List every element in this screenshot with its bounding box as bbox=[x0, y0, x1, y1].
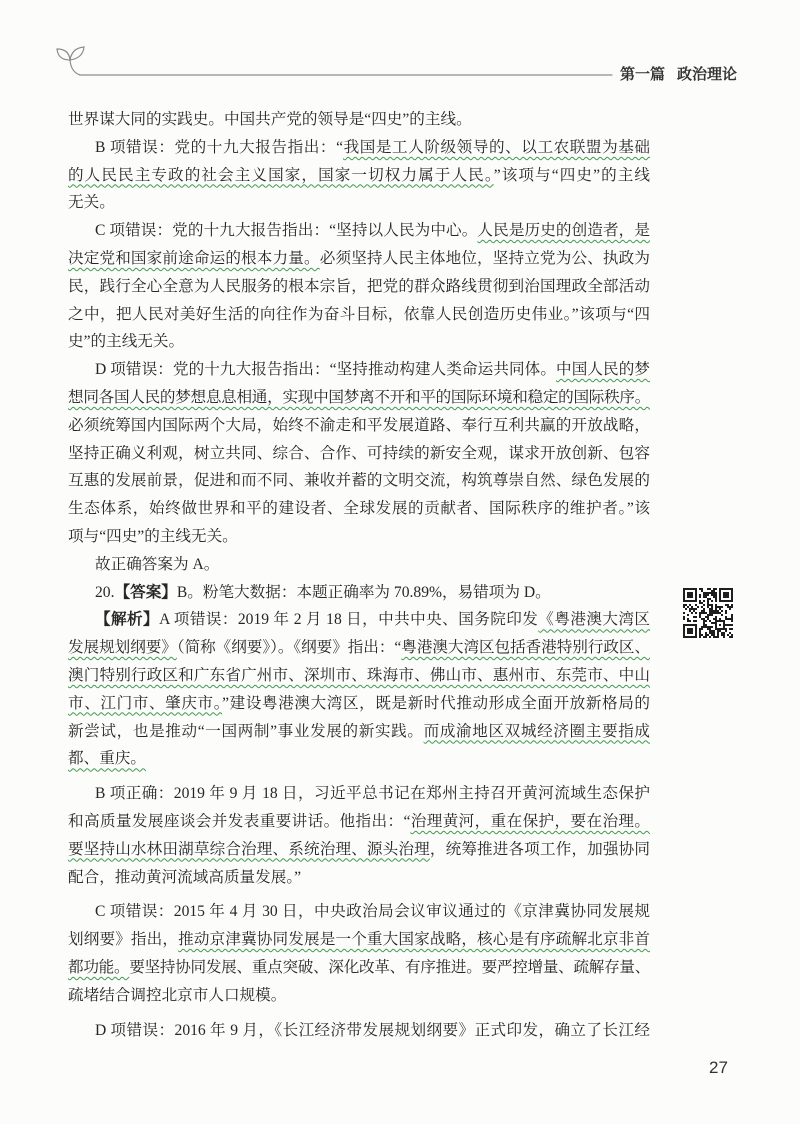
text-run: B 项错误：党的十九大报告指出：“ bbox=[95, 138, 343, 156]
text-run: 互惠的发展前景，促进和而不同、兼收并蓄的文明交流，构筑尊崇自然、绿色发展的 bbox=[68, 472, 650, 490]
sprout-icon bbox=[57, 47, 84, 75]
text-run: 项与“四史”的主线无关。 bbox=[68, 527, 238, 545]
text-run: 民，践行全心全意为人民服务的根本宗旨，把党的群众路线贯彻到治国理政全部活动 bbox=[68, 277, 650, 295]
bold-label: 【解析】 bbox=[95, 611, 160, 629]
text-run: 世界谋大同的实践史。中国共产党的领导是“四史”的主线。 bbox=[68, 111, 472, 128]
underlined-text: 要坚持山水林田湖草综合治理、系统治理、源头治理 bbox=[68, 840, 430, 858]
text-run: 20. bbox=[95, 583, 115, 601]
underlined-text: 都、重庆。 bbox=[68, 750, 146, 768]
paragraph-continuation bbox=[68, 106, 650, 134]
underlined-text: 市、江门市、肇庆市。 bbox=[68, 694, 223, 712]
text-run: 和高质量发展座谈会并发表重要讲话。他指出：“ bbox=[68, 812, 411, 830]
text-line bbox=[68, 634, 650, 662]
header-title: 政治理论 bbox=[677, 65, 738, 83]
page-number: 27 bbox=[709, 1058, 728, 1077]
text-line bbox=[68, 467, 650, 495]
running-header bbox=[620, 64, 737, 84]
text-run: 必须坚持人民主体地位，坚持立党为公、执政为 bbox=[319, 249, 650, 267]
text-line bbox=[68, 551, 650, 579]
text-line bbox=[68, 982, 650, 1010]
text-run: 疏堵结合调控北京市人口规模。 bbox=[68, 986, 287, 1004]
text-run: C 项错误：2015 年 4 月 30 日，中央政治局会议审议通过的《京津冀协同发展规 bbox=[95, 903, 650, 921]
text-line bbox=[68, 1017, 650, 1045]
text-run: 要坚持协同发展、重点突破、深化改革、有序推进。要严控增量、疏解存量、 bbox=[129, 958, 650, 976]
text-line bbox=[68, 954, 650, 982]
underlined-text: 想同各国人民的梦想息息相通，实现中国梦离不开和平的国际环境和稳定的国际秩序。 bbox=[68, 388, 650, 406]
text-run: 史”的主线无关。 bbox=[68, 333, 185, 351]
text-run: 新尝试，也是推动“一国两制”事业发展的新实践。 bbox=[68, 722, 424, 740]
text-line bbox=[68, 384, 650, 412]
text-line bbox=[68, 718, 650, 746]
text-line bbox=[68, 189, 650, 217]
text-line bbox=[68, 808, 650, 836]
underlined-text: 我国是工人阶级领导的、以工农联盟为基础 bbox=[343, 138, 650, 156]
text-run: ”建设粤港澳大湾区，既是新时代推动形成全面开放新格局的 bbox=[222, 694, 650, 712]
underlined-text: 的人民民主专政的社会主义国家，国家一切权力属于人民。 bbox=[68, 166, 494, 184]
text-line bbox=[68, 745, 650, 773]
text-line bbox=[68, 898, 650, 926]
qr-code-icon[interactable] bbox=[683, 588, 733, 638]
text-run: D 项错误：2016 年 9 月，《长江经济带发展规划纲要》正式印发，确立了长江经 bbox=[95, 1021, 650, 1039]
text-line bbox=[68, 579, 650, 607]
text-line bbox=[68, 836, 650, 864]
paragraph-analysis-option-b bbox=[68, 780, 650, 891]
underlined-text: 推动京津冀协同发展是一个重大国家战略，核心是有序疏解北京非首 bbox=[178, 931, 650, 949]
bold-label: 【答案】 bbox=[114, 583, 177, 601]
text-run: C 项错误：党的十九大报告指出：“坚持以人民为中心。 bbox=[95, 222, 478, 240]
underlined-text: 发展规划纲要》 bbox=[68, 639, 177, 657]
text-line bbox=[68, 926, 650, 954]
text-run: 坚持正确义利观，树立共同、综合、合作、可持续的新安全观，谋求开放创新、包容 bbox=[68, 444, 650, 462]
underlined-text: 《粤港澳大湾区 bbox=[538, 611, 650, 629]
text-line bbox=[68, 523, 650, 551]
underlined-text: 而成渝地区双城经济圈主要指成 bbox=[423, 722, 650, 740]
header-part: 第一篇 bbox=[620, 65, 666, 83]
underlined-text: 决定党和国家前途命运的根本力量。 bbox=[68, 249, 320, 267]
text-run: A 项错误：2019 年 2 月 18 日，中共中央、国务院印发 bbox=[159, 611, 539, 629]
paragraph-option-c bbox=[68, 217, 650, 356]
text-run: 划纲要》指出， bbox=[68, 931, 179, 949]
underlined-text: 粤港澳大湾区包括香港特别行政区、 bbox=[401, 639, 650, 657]
text-line bbox=[68, 690, 650, 718]
text-line bbox=[68, 245, 650, 273]
text-line bbox=[68, 301, 650, 329]
text-line bbox=[68, 440, 650, 468]
text-line bbox=[68, 412, 650, 440]
text-run: B。粉笔大数据：本题正确率为 70.89%，易错项为 D。 bbox=[176, 583, 551, 601]
paragraph-analysis-option-a bbox=[68, 606, 650, 773]
text-line bbox=[68, 217, 650, 245]
text-line bbox=[68, 356, 650, 384]
text-line bbox=[68, 780, 650, 808]
text-run: （简称《纲要》）。《纲要》指出：“ bbox=[176, 639, 402, 657]
text-line bbox=[68, 162, 650, 190]
text-run: ，统筹推进各项工作，加强协同 bbox=[429, 840, 650, 858]
text-run: 无关。 bbox=[68, 194, 115, 212]
underlined-text: 澳门特别行政区和广东省广州市、深圳市、珠海市、佛山市、惠州市、东莞市、中山 bbox=[68, 666, 650, 684]
paragraph-correct-answer bbox=[68, 551, 650, 579]
text-run: B 项正确：2019 年 9 月 18 日，习近平总书记在郑州主持召开黄河流域生态保护 bbox=[95, 785, 650, 803]
underlined-text: 都功能。 bbox=[68, 958, 130, 976]
text-line bbox=[68, 606, 650, 634]
text-line bbox=[68, 106, 650, 134]
text-line bbox=[68, 328, 650, 356]
paragraph-option-b bbox=[68, 134, 650, 217]
text-run: 必须统筹国内国际两个大局，始终不渝走和平发展道路、奉行互利共赢的开放战略， bbox=[68, 416, 650, 434]
text-line bbox=[68, 495, 650, 523]
paragraph-analysis-option-c bbox=[68, 898, 650, 1009]
text-run: 生态体系，始终做世界和平的建设者、全球发展的贡献者、国际秩序的维护者。”该 bbox=[68, 500, 650, 518]
underlined-text: 人民是历史的创造者，是 bbox=[477, 222, 650, 240]
text-line bbox=[68, 134, 650, 162]
text-line bbox=[68, 864, 650, 892]
paragraph-answer-20 bbox=[68, 579, 650, 607]
page-body bbox=[68, 106, 650, 1044]
underlined-text: 治理黄河，重在保护，要在治理。 bbox=[410, 812, 650, 830]
text-run: 之中，把人民对美好生活的向往作为奋斗目标，依靠人民创造历史伟业。”该项与“四 bbox=[68, 305, 650, 323]
paragraph-analysis-option-d bbox=[68, 1017, 650, 1045]
text-run: 故正确答案为 A。 bbox=[95, 555, 220, 573]
paragraph-option-d bbox=[68, 356, 650, 551]
text-run: D 项错误：党的十九大报告指出：“坚持推动构建人类命运共同体。 bbox=[95, 361, 557, 379]
text-run: 配合，推动黄河流域高质量发展。” bbox=[68, 868, 302, 886]
text-line bbox=[68, 273, 650, 301]
text-line bbox=[68, 662, 650, 690]
underlined-text: 中国人民的梦 bbox=[556, 361, 650, 379]
text-run: ”该项与“四史”的主线 bbox=[493, 166, 650, 184]
